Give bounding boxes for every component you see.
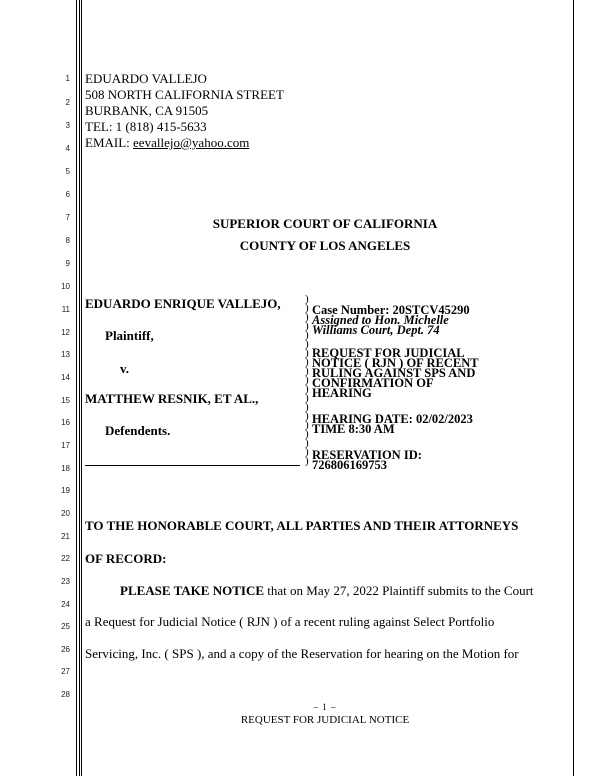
- court-title-line-1: SUPERIOR COURT OF CALIFORNIA: [212, 216, 438, 231]
- paren: ): [305, 365, 309, 377]
- hearing-date: HEARING DATE: 02/02/2023: [312, 412, 473, 426]
- line-number: 28: [61, 690, 70, 699]
- header-email-line: [85, 135, 249, 150]
- document-title-line-3: RULING AGAINST SPS AND: [312, 366, 476, 380]
- footer-title: REQUEST FOR JUDICIAL NOTICE: [240, 714, 410, 726]
- paren: ): [305, 293, 309, 305]
- salutation-line-2: OF RECORD:: [85, 551, 167, 566]
- document-title-line-1: REQUEST FOR JUDICIAL: [312, 346, 465, 360]
- line-number: 11: [61, 305, 70, 314]
- header-tel: TEL: 1 (818) 415-5633: [85, 119, 207, 134]
- left-margin-rule-inner: [79, 0, 80, 776]
- line-number: 23: [61, 577, 70, 586]
- line-number: 6: [65, 190, 70, 199]
- paren: ): [305, 302, 309, 314]
- reservation-id: 726806169753: [312, 458, 387, 472]
- versus: v.: [120, 361, 130, 376]
- case-number: Case Number: 20STCV45290: [312, 303, 470, 317]
- line-number: 14: [61, 373, 70, 382]
- notice-line-3: Servicing, Inc. ( SPS ), and a copy of the Reservation for hearing on the Motion for: [85, 646, 519, 661]
- line-number: 4: [65, 144, 70, 153]
- assigned-judge-line-1: Assigned to Hon. Michelle: [312, 313, 449, 327]
- header-street: 508 NORTH CALIFORNIA STREET: [85, 87, 284, 102]
- salutation-line-1: TO THE HONORABLE COURT, ALL PARTIES AND THEIR ATTORNEYS: [85, 518, 519, 533]
- line-number: 26: [61, 645, 70, 654]
- paren: ): [305, 401, 309, 413]
- line-number: 16: [61, 418, 70, 427]
- line-number: 3: [65, 121, 70, 130]
- line-number: 19: [61, 486, 70, 495]
- notice-text: that on May 27, 2022 Plaintiff submits to the Court: [264, 583, 534, 598]
- paren: ): [305, 410, 309, 422]
- reservation-label: RESERVATION ID:: [312, 448, 422, 462]
- header-email-label: EMAIL:: [85, 135, 134, 150]
- defendant-label: Defendents.: [105, 423, 171, 438]
- line-number: 20: [61, 509, 70, 518]
- paren: ): [305, 374, 309, 386]
- line-number: 1: [65, 74, 70, 83]
- line-number: 27: [61, 667, 70, 676]
- line-number: 15: [61, 396, 70, 405]
- right-margin-rule: [573, 0, 574, 776]
- defendant-name: MATTHEW RESNIK, ET AL.,: [85, 391, 259, 406]
- paren: ): [305, 419, 309, 431]
- paren: ): [305, 455, 309, 467]
- paren: ): [305, 329, 309, 341]
- paren: ): [305, 437, 309, 449]
- plaintiff-name: EDUARDO ENRIQUE VALLEJO,: [85, 296, 281, 311]
- paren: ): [305, 392, 309, 404]
- document-title-line-5: HEARING: [312, 386, 372, 400]
- paren: ): [305, 383, 309, 395]
- line-number: 21: [61, 532, 70, 541]
- plaintiff-label: Plaintiff,: [105, 328, 154, 343]
- line-number: 17: [61, 441, 70, 450]
- line-number: 7: [65, 213, 70, 222]
- email-link[interactable]: eevallejo@yahoo.com: [133, 135, 250, 150]
- paren: ): [305, 347, 309, 359]
- document-title-line-4: CONFIRMATION OF: [312, 376, 434, 390]
- line-number: 18: [61, 464, 70, 473]
- paren: ): [305, 311, 309, 323]
- paren: ): [305, 320, 309, 332]
- caption-underline: [85, 465, 300, 466]
- header-name: EDUARDO VALLEJO: [85, 71, 207, 86]
- line-number: 5: [65, 167, 70, 176]
- page-number: – 1 –: [313, 702, 337, 712]
- line-number: 12: [61, 328, 70, 337]
- paren: ): [305, 428, 309, 440]
- hearing-time: TIME 8:30 AM: [312, 422, 395, 436]
- line-number: 22: [61, 554, 70, 563]
- notice-line-1: [120, 583, 534, 598]
- line-number: 13: [61, 350, 70, 359]
- left-margin-rule-third: [81, 0, 82, 776]
- line-number: 2: [65, 98, 70, 107]
- line-number: 24: [61, 600, 70, 609]
- left-margin-rule-outer: [76, 0, 77, 776]
- paren: ): [305, 446, 309, 458]
- notice-lead: PLEASE TAKE NOTICE: [120, 583, 265, 598]
- line-number: 10: [61, 282, 70, 291]
- document-title-line-2: NOTICE ( RJN ) OF RECENT: [312, 356, 479, 370]
- line-number: 8: [65, 236, 70, 245]
- paren: ): [305, 338, 309, 350]
- line-number: 9: [65, 259, 70, 268]
- notice-line-2: a Request for Judicial Notice ( RJN ) of a recent ruling against Select Portfolio: [85, 614, 495, 629]
- assigned-judge-line-2: Williams Court, Dept. 74: [312, 323, 440, 337]
- line-number: 25: [61, 622, 70, 631]
- court-title-line-2: COUNTY OF LOS ANGELES: [239, 238, 411, 253]
- paren: ): [305, 356, 309, 368]
- header-city: BURBANK, CA 91505: [85, 103, 209, 118]
